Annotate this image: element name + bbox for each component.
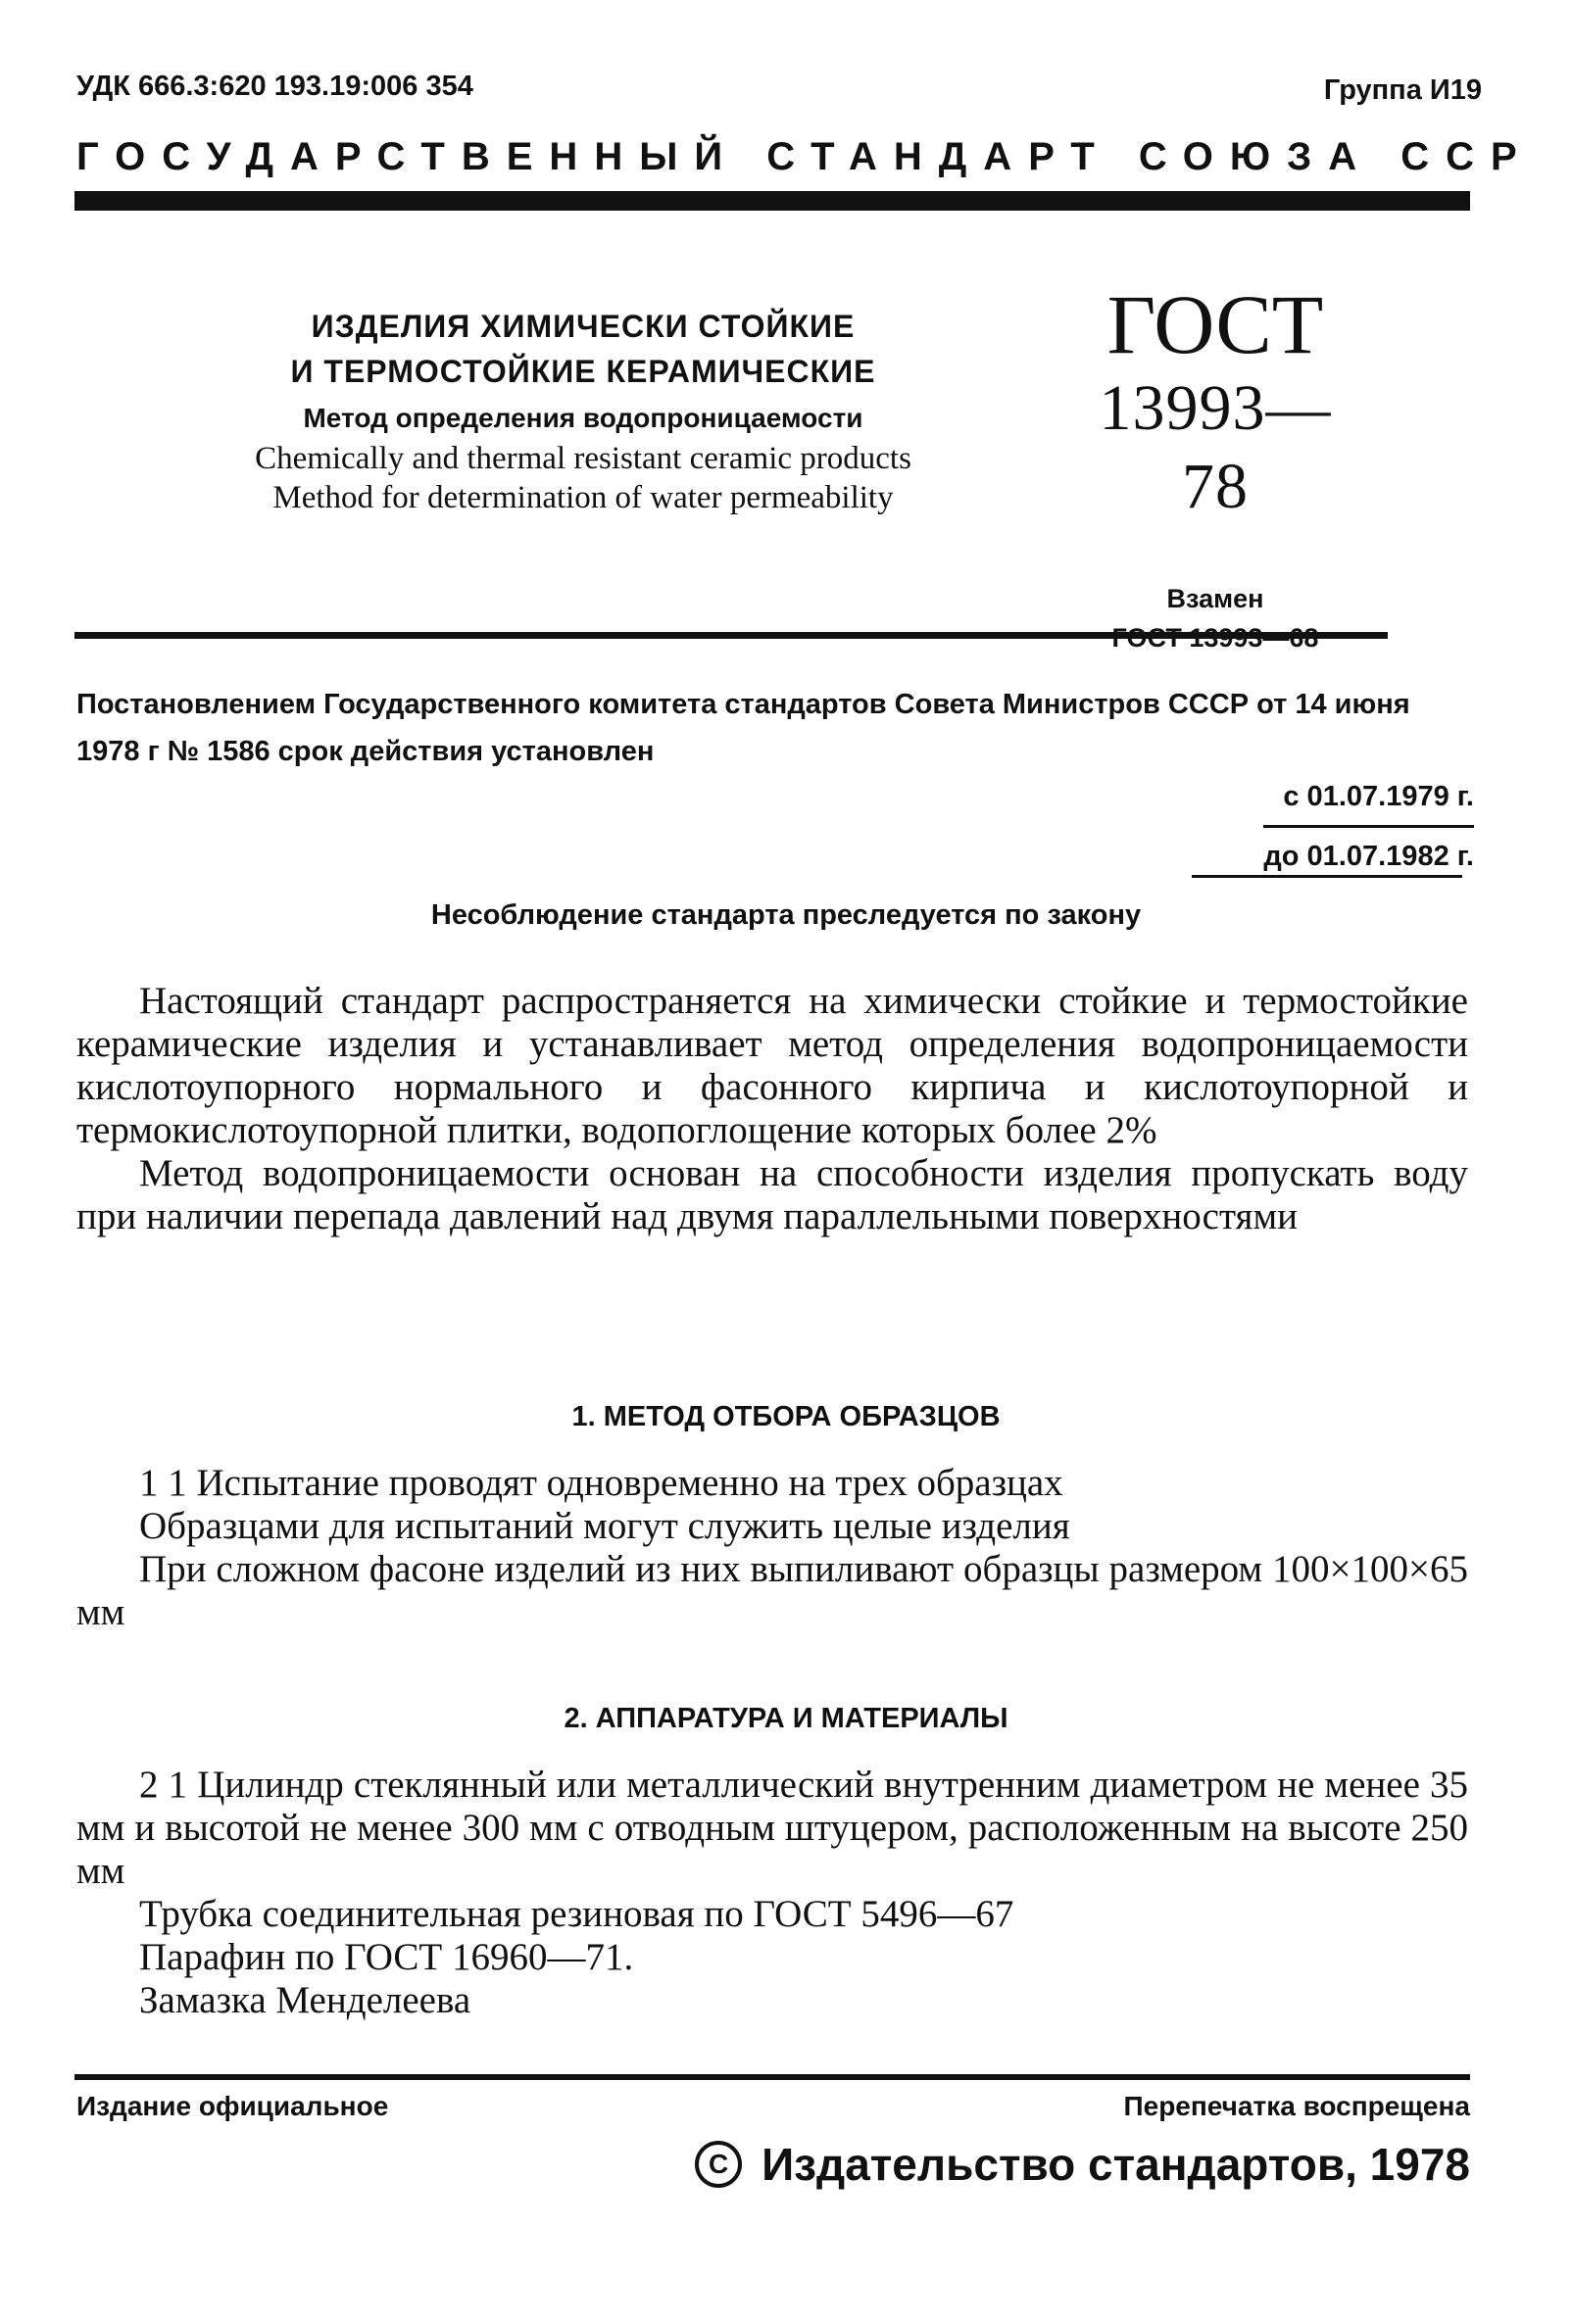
section-1-title: 1. МЕТОД ОТБОРА ОБРАЗЦОВ (571, 1401, 1001, 1432)
intro-paragraph-1: Настоящий стандарт распространяется на химически стойкие и термостойкие керамические изделия и устанавливает метод определения водопроницаемости кислотоупорного нормального и фасонного кирпича и кислотоупорной и термокислотоупорной плитки, водопоглощение которых более 2% (76, 980, 1468, 1151)
header-bar (74, 191, 1470, 211)
decree-text: Постановлением Государственного комитета стандартов Совета Министров СССР от 14 июня 1978 г № 1586 срок действия установлен (76, 689, 1410, 767)
intro-paragraph-2: Метод водопроницаемости основан на способности изделия пропускать воду при наличии перепада давлений над двумя параллельными поверхностями (76, 1152, 1468, 1237)
reprint-notice: Перепечатка воспрещена (1123, 2091, 1470, 2121)
publisher-name: Издательство стандартов, 1978 (761, 2139, 1470, 2190)
title-ru-line1: ИЗДЕЛИЯ ХИМИЧЕСКИ СТОЙКИЕ (311, 309, 856, 344)
dates-underline (1192, 875, 1462, 878)
section-1-paragraph-1: 1 1 Испытание проводят одновременно на трех образцах (139, 1462, 1063, 1504)
legal-notice: Несоблюдение стандарта преследуется по закону (430, 899, 1142, 931)
title-ru-line2: И ТЕРМОСТОЙКИЕ КЕРАМИЧЕСКИЕ (290, 354, 876, 389)
title-en-line2: Method for determination of water permeability (272, 480, 894, 515)
udk-code: УДК 666.3:620 193.19:006 354 (76, 71, 473, 102)
section-1-paragraph-2: Образцами для испытаний могут служить целые изделия (139, 1505, 1070, 1547)
intro-section (76, 980, 1468, 1238)
section-2-paragraph-1: 2 1 Цилиндр стеклянный или металлический внутренним диаметром не менее 35 мм и высотой не менее 300 мм с отводным штуцером, расположенным на высоте 250 мм (76, 1764, 1468, 1892)
validity-dates (1263, 774, 1474, 879)
valid-from: с 01.07.1979 г. (1283, 781, 1474, 812)
section-2-paragraph-3: Парафин по ГОСТ 16960—71. (139, 1936, 634, 1978)
title-en-line1: Chemically and thermal resistant ceramic products (255, 441, 911, 476)
title-block (147, 304, 1019, 517)
section-2-body (76, 1764, 1468, 2022)
title-ru-subtitle: Метод определения водопроницаемости (303, 403, 863, 433)
copyright-icon: C (695, 2141, 742, 2188)
section-1-body (76, 1462, 1468, 1634)
section-2-paragraph-4: Замазка Менделеева (139, 1979, 471, 2021)
group-code: Группа И19 (1323, 74, 1482, 106)
section-2-title: 2. АППАРАТУРА И МАТЕРИАЛЫ (564, 1703, 1008, 1734)
footer-divider (74, 2074, 1470, 2080)
valid-to: до 01.07.1982 г. (1263, 825, 1474, 879)
copyright-line (695, 2138, 1470, 2191)
gost-number: 13993—78 (1099, 372, 1332, 522)
gost-label: ГОСТ (1106, 277, 1324, 371)
state-standard-heading: ГОСУДАРСТВЕННЫЙ СТАНДАРТ СОЮЗА ССР (76, 135, 1534, 178)
section-1-paragraph-3: При сложном фасоне изделий из них выпиливают образцы размером 100×100×65 мм (76, 1548, 1468, 1633)
replaces-label: Взамен (1166, 584, 1264, 613)
section-2-paragraph-2: Трубка соединительная резиновая по ГОСТ 5496—67 (139, 1893, 1014, 1935)
title-divider (74, 632, 1388, 639)
official-edition-label: Издание официальное (76, 2091, 389, 2121)
gost-block (1068, 279, 1362, 657)
